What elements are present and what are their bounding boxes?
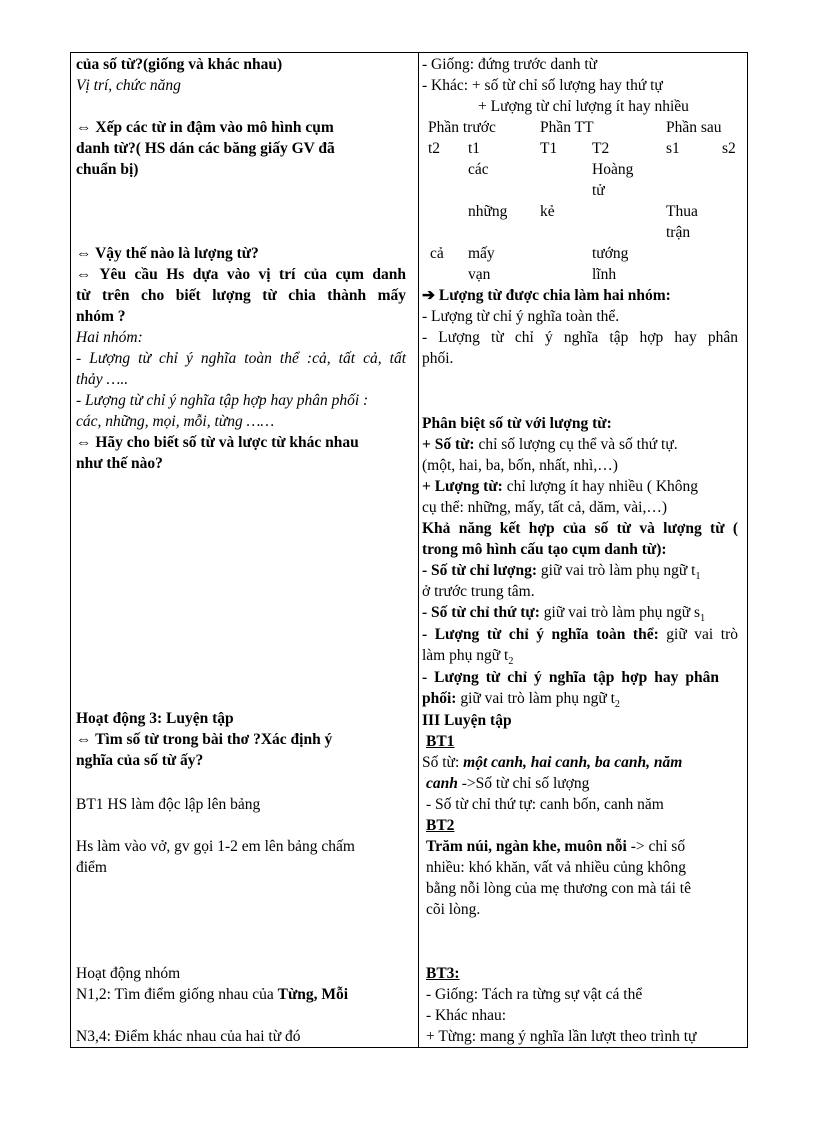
- right-line-12: cụ thể: những, mấy, tất cả, dăm, vài,…): [422, 499, 667, 516]
- right-line-7: phối.: [422, 350, 454, 367]
- exercise-1-heading: BT1: [426, 733, 455, 750]
- model-cell: tử: [592, 182, 605, 199]
- subscript-2: 2: [508, 656, 514, 668]
- subscript-1: 1: [695, 571, 701, 583]
- right-line-18: [422, 624, 738, 645]
- right-line-21-text: giữ vai trò làm phụ ngữ t: [456, 690, 615, 707]
- right-line-18-text: giữ vai trò: [658, 626, 738, 643]
- model-header-center: Phần TT: [540, 119, 594, 136]
- right-line-24-emph: canh: [426, 775, 458, 792]
- section-title-practice: III Luyện tập: [422, 712, 512, 729]
- right-line-11: [422, 476, 698, 497]
- left-line-14: các, những, mọi, mỗi, từng ……: [76, 413, 275, 430]
- model-col-s2: s2: [722, 140, 736, 157]
- right-line-25: - Số từ chỉ thứ tự: canh bốn, canh năm: [426, 796, 664, 813]
- right-line-3: + Lượng từ chỉ lượng ít hay nhiều: [478, 98, 689, 115]
- right-line-23-emph: một canh, hai canh, ba canh, năm: [463, 754, 683, 771]
- right-line-31: - Khác nhau:: [426, 1007, 507, 1024]
- left-line-22: điểm: [76, 859, 107, 876]
- model-cell: Thua: [666, 203, 698, 220]
- right-line-8: Phân biệt số từ với lượng từ:: [422, 415, 612, 432]
- left-line-19: nghĩa của số từ ấy?: [76, 752, 204, 769]
- right-line-15-bold: - Số từ chỉ lượng:: [422, 562, 538, 579]
- model-cell: Hoàng: [592, 161, 634, 178]
- model-col-s1: s1: [666, 140, 680, 157]
- left-line-11: - Lượng từ chỉ ý nghĩa toàn thể :cả, tất cả, tất: [76, 350, 406, 367]
- left-line-15: ⇔ Hãy cho biết số từ và lược từ khác nhau: [76, 434, 359, 451]
- model-cell: những: [468, 203, 508, 220]
- right-line-32: + Từng: mang ý nghĩa lần lượt theo trình tự: [426, 1028, 697, 1045]
- left-line-4: danh từ?( HS dán các băng giấy GV đã: [76, 140, 335, 157]
- right-line-9-bold: + Số từ:: [422, 436, 475, 453]
- left-line-18: ⇔ Tìm số từ trong bài thơ ?Xác định ý: [76, 731, 333, 748]
- left-line-16: như thế nào?: [76, 455, 163, 472]
- right-line-13: Khả năng kết hợp của số từ và lượng từ (: [422, 520, 738, 537]
- right-line-18-bold: - Lượng từ chỉ ý nghĩa toàn thể:: [422, 626, 659, 643]
- right-line-14: trong mô hình cấu tạo cụm danh từ):: [422, 541, 667, 558]
- left-line-24-text: N1,2: Tìm điểm giống nhau của: [76, 986, 278, 1003]
- right-line-5: - Lượng từ chỉ ý nghĩa toàn thể.: [422, 308, 620, 325]
- right-line-2: - Khác: + số từ chỉ số lượng hay thứ tự: [422, 77, 663, 94]
- model-cell: các: [468, 161, 489, 178]
- right-line-17-text: giữ vai trò làm phụ ngữ s: [539, 604, 701, 621]
- right-line-17-bold: - Số từ chỉ thứ tự:: [422, 604, 540, 621]
- column-divider: [418, 53, 419, 1047]
- left-line-8: từ trên cho biết lượng từ chia thành mấy: [76, 287, 406, 304]
- right-line-24: [426, 773, 589, 794]
- right-line-26: [426, 836, 685, 857]
- right-line-10: (một, hai, ba, bốn, nhất, nhì,…): [422, 457, 618, 474]
- exercise-2-heading: BT2: [426, 817, 455, 834]
- subscript-1: 1: [700, 613, 706, 625]
- model-cell: tướng: [592, 245, 629, 262]
- model-cell: vạn: [468, 266, 491, 283]
- left-line-7: ⇔ Yêu cầu Hs dựa vào vị trí của cụm danh: [76, 266, 406, 283]
- right-line-26-bold: Trăm núi, ngàn khe, muôn nỗi: [426, 838, 627, 855]
- model-cell: mấy: [468, 245, 495, 262]
- model-col-T1: T1: [540, 140, 558, 157]
- right-line-29: cõi lòng.: [426, 901, 481, 918]
- exercise-3-heading: BT3:: [426, 965, 460, 982]
- right-line-28: bằng nỗi lòng của mẹ thương con mà tái tê: [426, 880, 691, 897]
- left-line-2: Vị trí, chức năng: [76, 77, 181, 94]
- left-line-17: Hoạt động 3: Luyện tập: [76, 710, 234, 727]
- left-line-9: nhóm ?: [76, 308, 126, 325]
- model-cell: lĩnh: [592, 266, 617, 283]
- subscript-2: 2: [614, 699, 620, 711]
- right-line-23: [422, 752, 682, 773]
- left-line-21: Hs làm vào vở, gv gọi 1-2 em lên bảng chấm: [76, 838, 355, 855]
- left-line-23: Hoạt động nhóm: [76, 965, 181, 982]
- right-line-9-text: chỉ số lượng cụ thể và số thứ tự.: [474, 436, 678, 453]
- left-line-6: ⇔ Vậy thế nào là lượng từ?: [76, 245, 259, 262]
- left-line-5: chuẩn bị): [76, 161, 139, 178]
- left-line-25: N3,4: Điểm khác nhau của hai từ đó: [76, 1028, 301, 1045]
- left-line-12: thảy …..: [76, 371, 129, 388]
- left-line-3: ⇔ Xếp các từ in đậm vào mô hình cụm: [76, 119, 334, 136]
- model-cell: trận: [666, 224, 691, 241]
- left-line-24: [76, 984, 348, 1005]
- right-line-11-bold: + Lượng từ:: [422, 478, 503, 495]
- model-col-t2: t2: [428, 140, 441, 157]
- right-line-30: - Giống: Tách ra từng sự vật cá thể: [426, 986, 643, 1003]
- right-line-20: - Lượng từ chỉ ý nghĩa tập hợp hay phân: [422, 669, 719, 686]
- left-line-1: của số từ?(giống và khác nhau): [76, 56, 283, 73]
- right-line-23-text: Số từ:: [422, 754, 464, 771]
- model-col-T2: T2: [592, 140, 610, 157]
- left-line-13: - Lượng từ chỉ ý nghĩa tập hợp hay phân phối :: [76, 392, 369, 409]
- model-cell: cả: [430, 245, 444, 262]
- left-line-24-bold: Từng, Mỗi: [277, 986, 349, 1003]
- right-line-21-bold: phối:: [422, 690, 457, 707]
- model-cell: kẻ: [540, 203, 555, 220]
- right-line-11-text: chỉ lượng ít hay nhiều ( Không: [502, 478, 699, 495]
- right-line-16: ở trước trung tâm.: [422, 583, 535, 600]
- right-line-6: - Lượng từ chỉ ý nghĩa tập hợp hay phân: [422, 329, 738, 346]
- right-line-19-text: làm phụ ngữ t: [422, 647, 509, 664]
- model-header-before: Phần trước: [428, 119, 496, 136]
- left-line-10: Hai nhóm:: [76, 329, 143, 346]
- right-line-27: nhiều: khó khăn, vất vả nhiều củng không: [426, 859, 687, 876]
- right-line-26-text: -> chỉ số: [626, 838, 686, 855]
- right-line-4: ➔ Lượng từ được chia làm hai nhóm:: [422, 287, 671, 304]
- right-line-1: - Giống: đứng trước danh từ: [422, 56, 598, 73]
- model-col-t1: t1: [468, 140, 481, 157]
- model-header-after: Phần sau: [666, 119, 722, 136]
- right-line-15-text: giữ vai trò làm phụ ngữ t: [537, 562, 696, 579]
- right-line-24-text: ->Số từ chỉ số lượng: [457, 775, 590, 792]
- right-line-9: [422, 434, 678, 455]
- left-line-20: BT1 HS làm độc lập lên bảng: [76, 796, 261, 813]
